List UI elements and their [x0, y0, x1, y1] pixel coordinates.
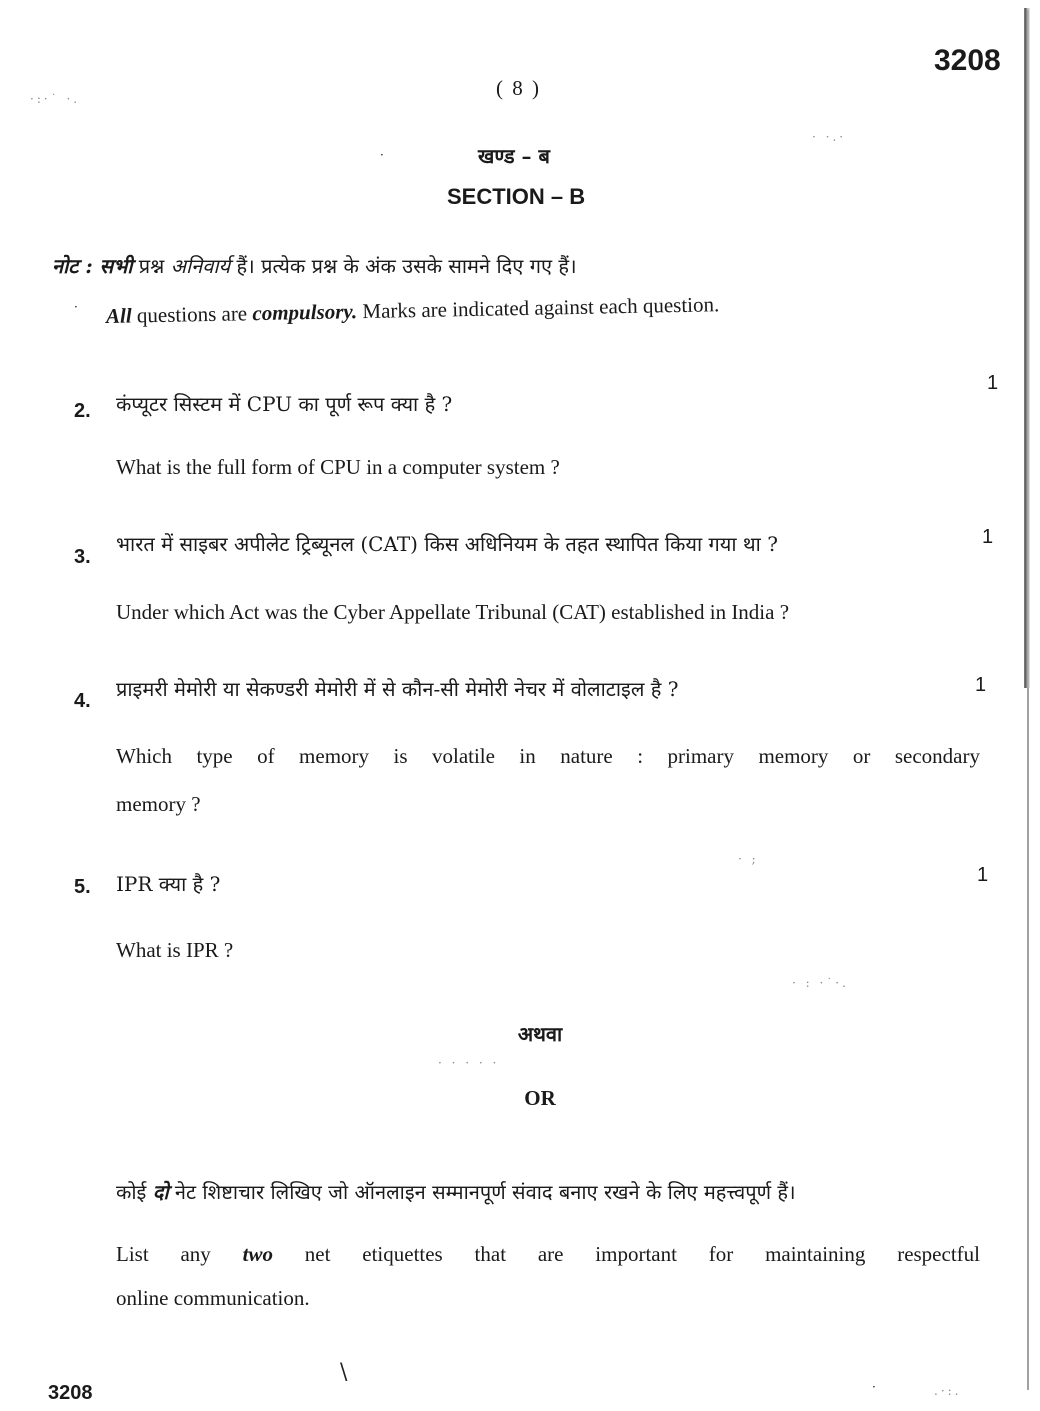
or-english: OR	[524, 1086, 556, 1110]
note-label: नोट : सभी	[52, 254, 133, 278]
scan-speck: ·	[872, 1380, 879, 1394]
alt-en-two: two	[242, 1242, 273, 1266]
note-all-word: All	[105, 303, 132, 328]
question-number: 3.	[74, 546, 91, 568]
paper-code: 3208	[934, 44, 1001, 77]
scan-speck: .·:.	[934, 1384, 962, 1398]
alternative-english-line1	[116, 1242, 980, 1267]
question-number: 4.	[74, 690, 91, 712]
question-3-english: Under which Act was the Cyber Appellate Tribunal (CAT) established in India ?	[116, 600, 790, 624]
note-compulsory-en: compulsory.	[252, 299, 358, 326]
scan-speck: · ·.·	[812, 130, 847, 144]
alt-hindi-pre: कोई	[116, 1180, 153, 1204]
note-text-mid: प्रश्न	[132, 254, 171, 278]
question-number: 2.	[74, 400, 91, 422]
question-2-english: What is the full form of CPU in a computer system ?	[116, 455, 560, 479]
note-text-rest-en: Marks are indicated against each question.	[356, 292, 720, 324]
marks-q3: 1	[982, 526, 994, 548]
section-title-hindi: खण्ड – ब	[478, 144, 550, 168]
instruction-hindi	[52, 252, 577, 279]
alt-hindi-two: दो	[152, 1180, 169, 1204]
question-4-english-line2: memory ?	[116, 792, 201, 816]
scan-speck: · ;	[738, 852, 759, 866]
question-number: 5.	[74, 876, 91, 898]
question-4-hindi: प्राइमरी मेमोरी या सेकण्डरी मेमोरी में से कौन-सी मेमोरी नेचर में वोलाटाइल है ?	[116, 677, 679, 701]
question-5-english: What is IPR ?	[116, 938, 234, 962]
marks-q5: 1	[977, 864, 989, 886]
section-title-english: SECTION – B	[447, 184, 586, 209]
instruction-english	[106, 292, 720, 329]
or-hindi: अथवा	[517, 1022, 563, 1046]
scan-speck: ·	[74, 300, 81, 314]
question-5-hindi: IPR क्या है ?	[116, 872, 221, 896]
alternative-english-line2: online communication.	[116, 1286, 310, 1310]
page-number: ( 8 )	[496, 76, 541, 100]
note-text-mid-en: questions are	[131, 301, 253, 328]
question-2-hindi: कंप्यूटर सिस्टम में CPU का पूर्ण रूप क्या है ?	[116, 392, 453, 416]
alt-hindi-rest: नेट शिष्टाचार लिखिए जो ऑनलाइन सम्मानपूर्ण संवाद बनाए रखने के लिए महत्त्वपूर्ण हैं।	[168, 1180, 796, 1204]
alternative-hindi	[116, 1178, 796, 1205]
note-compulsory-word: अनिवार्य	[170, 254, 231, 278]
question-4-english-line1: Which type of memory is volatile in nature : primary memory or secondary	[116, 744, 980, 768]
scan-speck: ·	[380, 148, 387, 162]
alt-en-pre: List any	[116, 1242, 243, 1266]
scan-speck: · : ·˙·.	[792, 976, 849, 990]
marks-q2: 1	[987, 372, 999, 394]
scan-speck: · · · · ·	[438, 1056, 500, 1070]
question-3-hindi: भारत में साइबर अपीलेट ट्रिब्यूनल (CAT) किस अधिनियम के तहत स्थापित किया गया था ?	[116, 532, 778, 556]
scan-speck: ·:·˙ ·.	[30, 92, 81, 106]
marks-q4: 1	[975, 674, 987, 696]
scan-mark: \	[340, 1360, 351, 1385]
scan-edge-shadow	[1024, 8, 1030, 688]
alt-en-rest: net etiquettes that are important for maintaining respectful	[272, 1242, 980, 1266]
note-text-rest: हैं। प्रत्येक प्रश्न के अंक उसके सामने दिए गए हैं।	[230, 254, 577, 278]
footer-paper-code: 3208	[48, 1382, 93, 1404]
